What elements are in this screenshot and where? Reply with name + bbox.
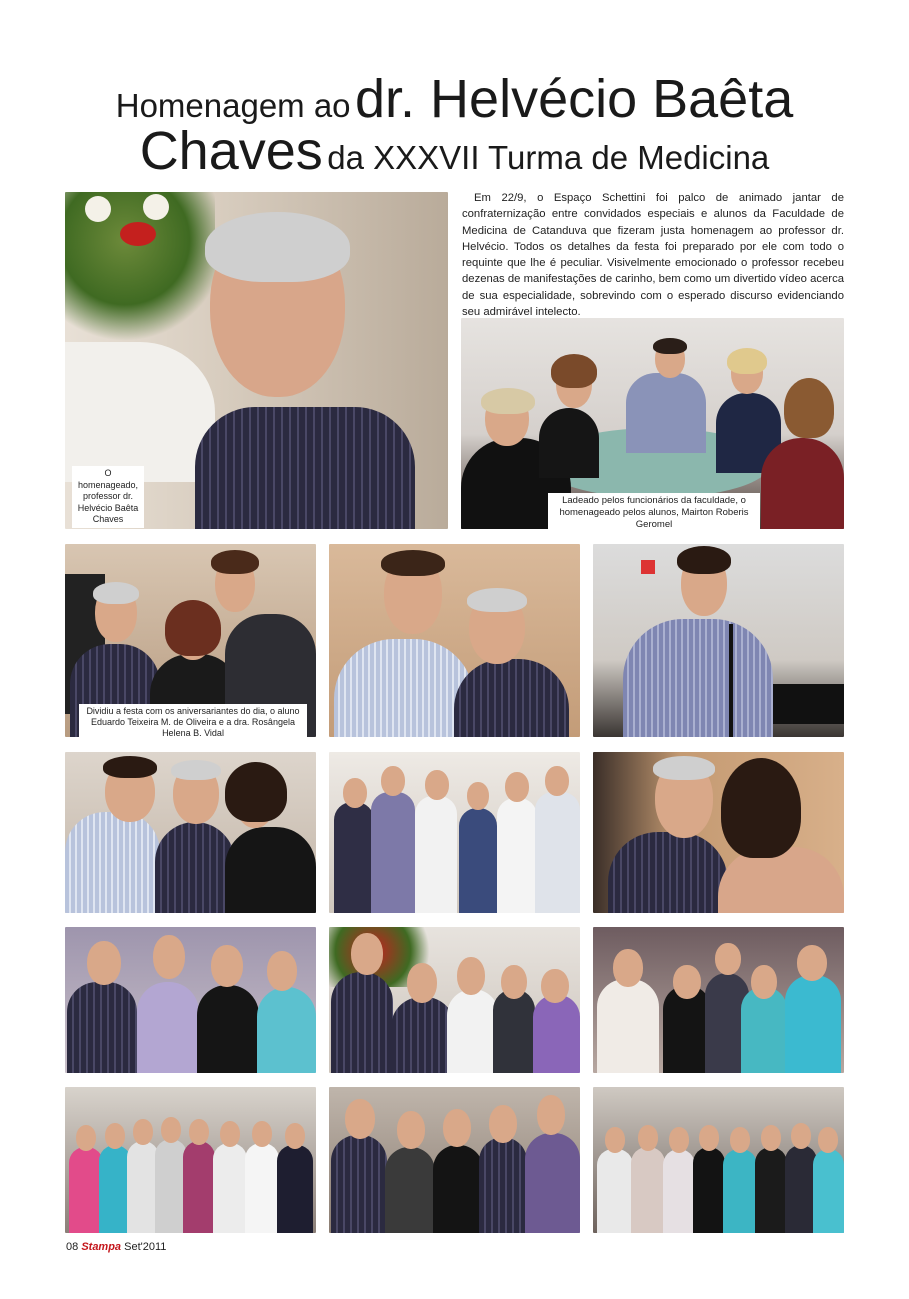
- photo-two-men: [329, 544, 580, 737]
- photo-group-row5-a: [65, 1087, 316, 1233]
- photo-group-row4-c: [593, 927, 844, 1073]
- photo-speech: [593, 544, 844, 737]
- photo-group-row5-c: [593, 1087, 844, 1233]
- photo-couple: [593, 752, 844, 913]
- photo-group-row5-b: [329, 1087, 580, 1233]
- photo-group-row4-b: [329, 927, 580, 1073]
- magazine-brand: Stampa: [81, 1241, 122, 1253]
- article-body: Em 22/9, o Espaço Schettini foi palco de animado jantar de confraternização entre convidados especiais e alunos da Faculdade de Medicina de Catanduva que fizeram justa homenagem ao professor dr. Helvécio. Todos os detalhes da festa foi preparado por ele com todo o requinte que lhe é peculiar. Visivelmente emocionado o professor recebeu dezenas de manifestações de carinho, bem como um divertido vídeo acerca de sua especialidade, sobrevindo com o esperado discurso evidenciando seu admirável intelecto.: [462, 192, 844, 319]
- page-title-line2: Chaves da XXXVII Turma de Medicina: [139, 121, 770, 181]
- caption-birthday: Dividiu a festa com os aniversariantes do dia, o aluno Eduardo Teixeira M. de Oliveira e a dra. Rosângela Helena B. Vidal: [79, 704, 307, 741]
- issue-date: Set'2011: [124, 1241, 167, 1253]
- page-footer: [66, 1241, 166, 1253]
- page-number: 08: [66, 1241, 79, 1253]
- photo-trio-row3-a: [65, 752, 316, 913]
- page-title-line1: Homenagem ao dr. Helvécio Baêta: [115, 69, 794, 129]
- caption-table: Ladeado pelos funcionários da faculdade, o homenageado pelos alunos, Mairton Roberis Geromel: [548, 493, 760, 533]
- photo-group-row4-a: [65, 927, 316, 1073]
- caption-portrait: O homenageado, professor dr. Helvécio Baêta Chaves: [72, 466, 144, 528]
- photo-group-six: [329, 752, 580, 913]
